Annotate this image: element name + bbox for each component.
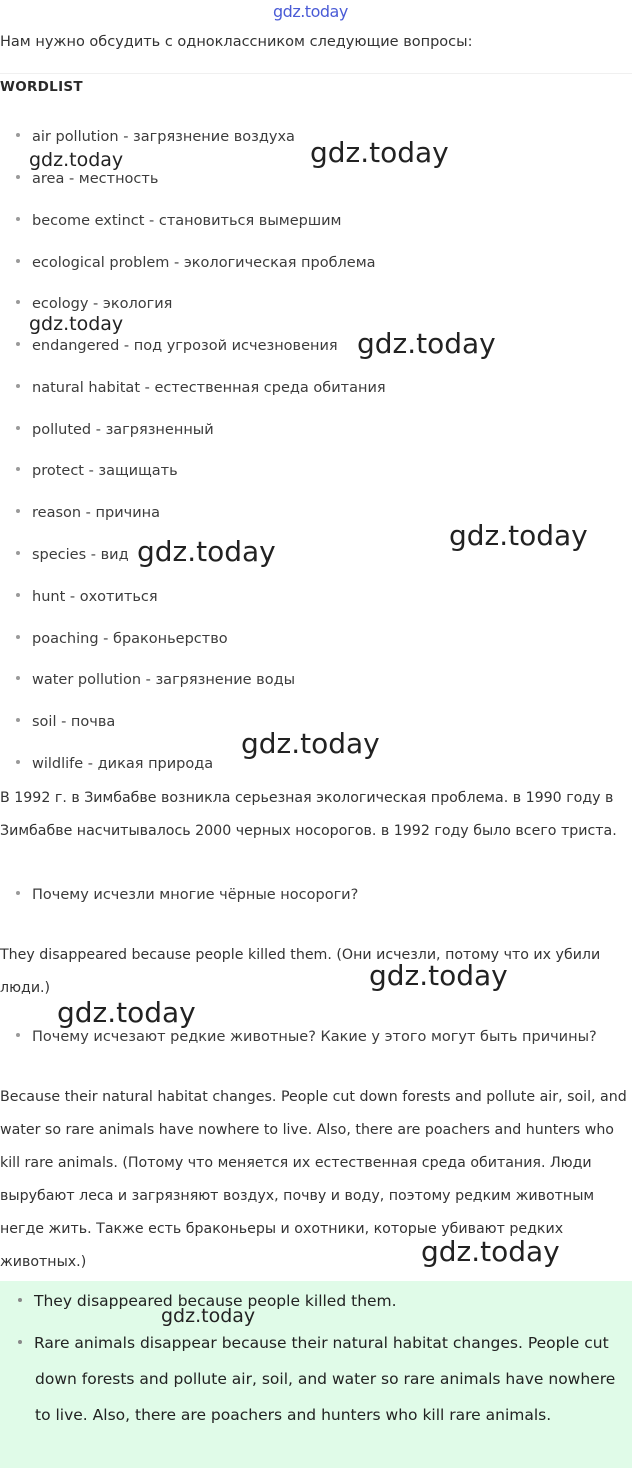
watermark: gdz.today — [241, 727, 380, 760]
bullet-icon — [18, 1298, 22, 1302]
list-item: poaching - браконьерство — [16, 631, 228, 647]
question-1: Почему исчезли многие чёрные носороги? — [16, 887, 358, 903]
list-item: wildlife - дикая природа — [16, 756, 213, 772]
bullet-icon — [16, 718, 20, 722]
summary-item: Rare animals disappear because their natural habitat changes. People cut down forests and pollute air, soil, and water so rare animals have nowhere to live. Also, there are poachers and hunters who kill rare animals. — [18, 1325, 625, 1433]
list-item: ecology - экология — [16, 296, 172, 312]
site-logo[interactable]: gdz.today — [273, 2, 348, 21]
intro-text: Нам нужно обсудить с одноклассником следующие вопросы: — [0, 34, 473, 50]
watermark: gdz.today — [137, 535, 276, 568]
summary-item: They disappeared because people killed them. — [18, 1283, 618, 1319]
bullet-icon — [16, 133, 20, 137]
bullet-icon — [16, 426, 20, 430]
watermark: gdz.today — [357, 327, 496, 360]
question-2: Почему исчезают редкие животные? Какие у этого могут быть причины? — [16, 1029, 597, 1045]
list-item: polluted - загрязненный — [16, 422, 214, 438]
bullet-icon — [16, 1033, 20, 1037]
watermark: gdz.today — [29, 313, 124, 335]
list-item: water pollution - загрязнение воды — [16, 672, 295, 688]
bullet-icon — [16, 635, 20, 639]
bullet-icon — [16, 551, 20, 555]
bullet-icon — [18, 1340, 22, 1344]
list-item: natural habitat - естественная среда обитания — [16, 380, 386, 396]
divider — [0, 73, 632, 74]
list-item: hunt - охотиться — [16, 589, 158, 605]
list-item: species - вид — [16, 547, 129, 563]
bullet-icon — [16, 593, 20, 597]
list-item: air pollution - загрязнение воздуха — [16, 129, 295, 145]
watermark: gdz.today — [421, 1235, 560, 1268]
bullet-icon — [16, 760, 20, 764]
watermark: gdz.today — [29, 149, 124, 171]
bullet-icon — [16, 676, 20, 680]
list-item: ecological problem - экологическая проблема — [16, 255, 376, 271]
answer-2: Because their natural habitat changes. People cut down forests and pollute air, soil, and water so rare animals have nowhere to live. Also, there are poachers and hunters who kill rare animals. (Потому что меняется их естественная среда обитания. Люди вырубают леса и загрязняют воздух, почву и воду, поэтому редким животным негде жить. Также есть браконьеры и охотники, которые убивают редких животных.) — [0, 1089, 627, 1270]
bullet-icon — [16, 509, 20, 513]
answer-1: They disappeared because people killed them. (Они исчезли, потому что их убили люди.) — [0, 947, 601, 996]
list-item: become extinct - становиться вымершим — [16, 213, 342, 229]
list-item: endangered - под угрозой исчезновения — [16, 338, 338, 354]
list-item: protect - защищать — [16, 463, 178, 479]
watermark: gdz.today — [57, 996, 196, 1029]
watermark: gdz.today — [369, 959, 508, 992]
watermark: gdz.today — [310, 136, 449, 169]
wordlist-title: WORDLIST — [0, 79, 83, 95]
watermark: gdz.today — [449, 519, 588, 552]
list-item: soil - почва — [16, 714, 115, 730]
bullet-icon — [16, 342, 20, 346]
story-paragraph: В 1992 г. в Зимбабве возникла серьезная экологическая проблема. в 1990 году в Зимбабве насчитывалось 2000 черных носорогов. в 1992 году было всего триста. — [0, 790, 617, 839]
bullet-icon — [16, 384, 20, 388]
bullet-icon — [16, 217, 20, 221]
bullet-icon — [16, 259, 20, 263]
bullet-icon — [16, 467, 20, 471]
list-item: area - местность — [16, 171, 158, 187]
bullet-icon — [16, 175, 20, 179]
watermark: gdz.today — [161, 1305, 256, 1327]
bullet-icon — [16, 891, 20, 895]
list-item: reason - причина — [16, 505, 160, 521]
bullet-icon — [16, 300, 20, 304]
